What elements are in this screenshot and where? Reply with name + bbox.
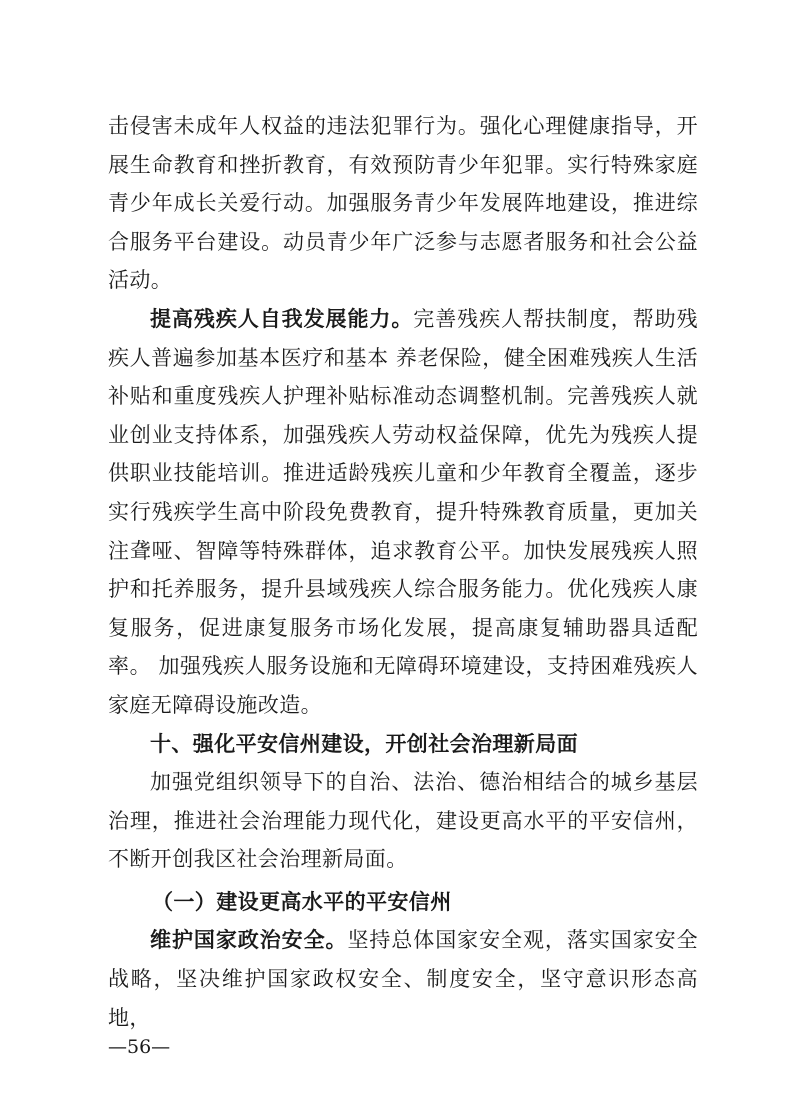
page-number: —56— [108, 1036, 171, 1058]
paragraph-lead-disabled-persons: 提高残疾人自我发展能力。 [150, 306, 414, 331]
paragraph-social-governance: 加强党组织领导下的自治、法治、德治相结合的城乡基层 治理，推进社会治理能力现代化，建设更高水平的平安信州， 不断开创我区社会治理新局面。 [108, 770, 698, 872]
page-body [108, 107, 698, 1037]
paragraph-youth-protection: 击侵害未成年人权益的违法犯罪行为。强化心理健康指导，开 展生命教育和挫折教育，有效预防青少年犯罪。实行特殊家庭 青少年成长关爱行动。加强服务青少年发展阵地建设，推进综 合服务平台建设。动员青少年广泛参与志愿者服务和社会公益 活动。 [108, 114, 698, 293]
paragraph-body-disabled-persons: 完善残疾人帮扶制度，帮助残疾人普遍参加基本医疗和基本 养老保险，健全困难残疾人生活补贴和重度残疾人护理补贴标准动态调整机制。完善残疾人就业创业支持体系，加强残疾人劳动权益保障，优先为残疾人提供职业技能培训。推进适龄残疾儿童和少年教育全覆盖，逐步实行残疾学生高中阶段免费教育，提升特殊教育质量，更加关注聋哑、智障等特殊群体，追求教育公平。加快发展残疾人照护和托养服务，提升县域残疾人综合服务能力。优化残疾人康复服务，促进康复服务市场化发展，提高康复辅助器具适配率。 加强残疾人服务设施和无障碍环境建设，支持困难残疾人家庭无障碍设施改造。 [108, 306, 698, 717]
paragraph-body-national-security: 坚持总体国家安全观，落实国家安全战略，坚决维护国家政权安全、制度安全，坚守意识形态高地， [108, 928, 698, 1030]
paragraph-disabled-persons [108, 300, 698, 725]
subsection-heading-one: （一）建设更高水平的平安信州 [152, 889, 452, 914]
paragraph-national-security [108, 921, 698, 1037]
paragraph-lead-national-security: 维护国家政治安全。 [150, 928, 348, 953]
section-heading-ten: 十、强化平安信州建设，开创社会治理新局面 [150, 731, 578, 756]
